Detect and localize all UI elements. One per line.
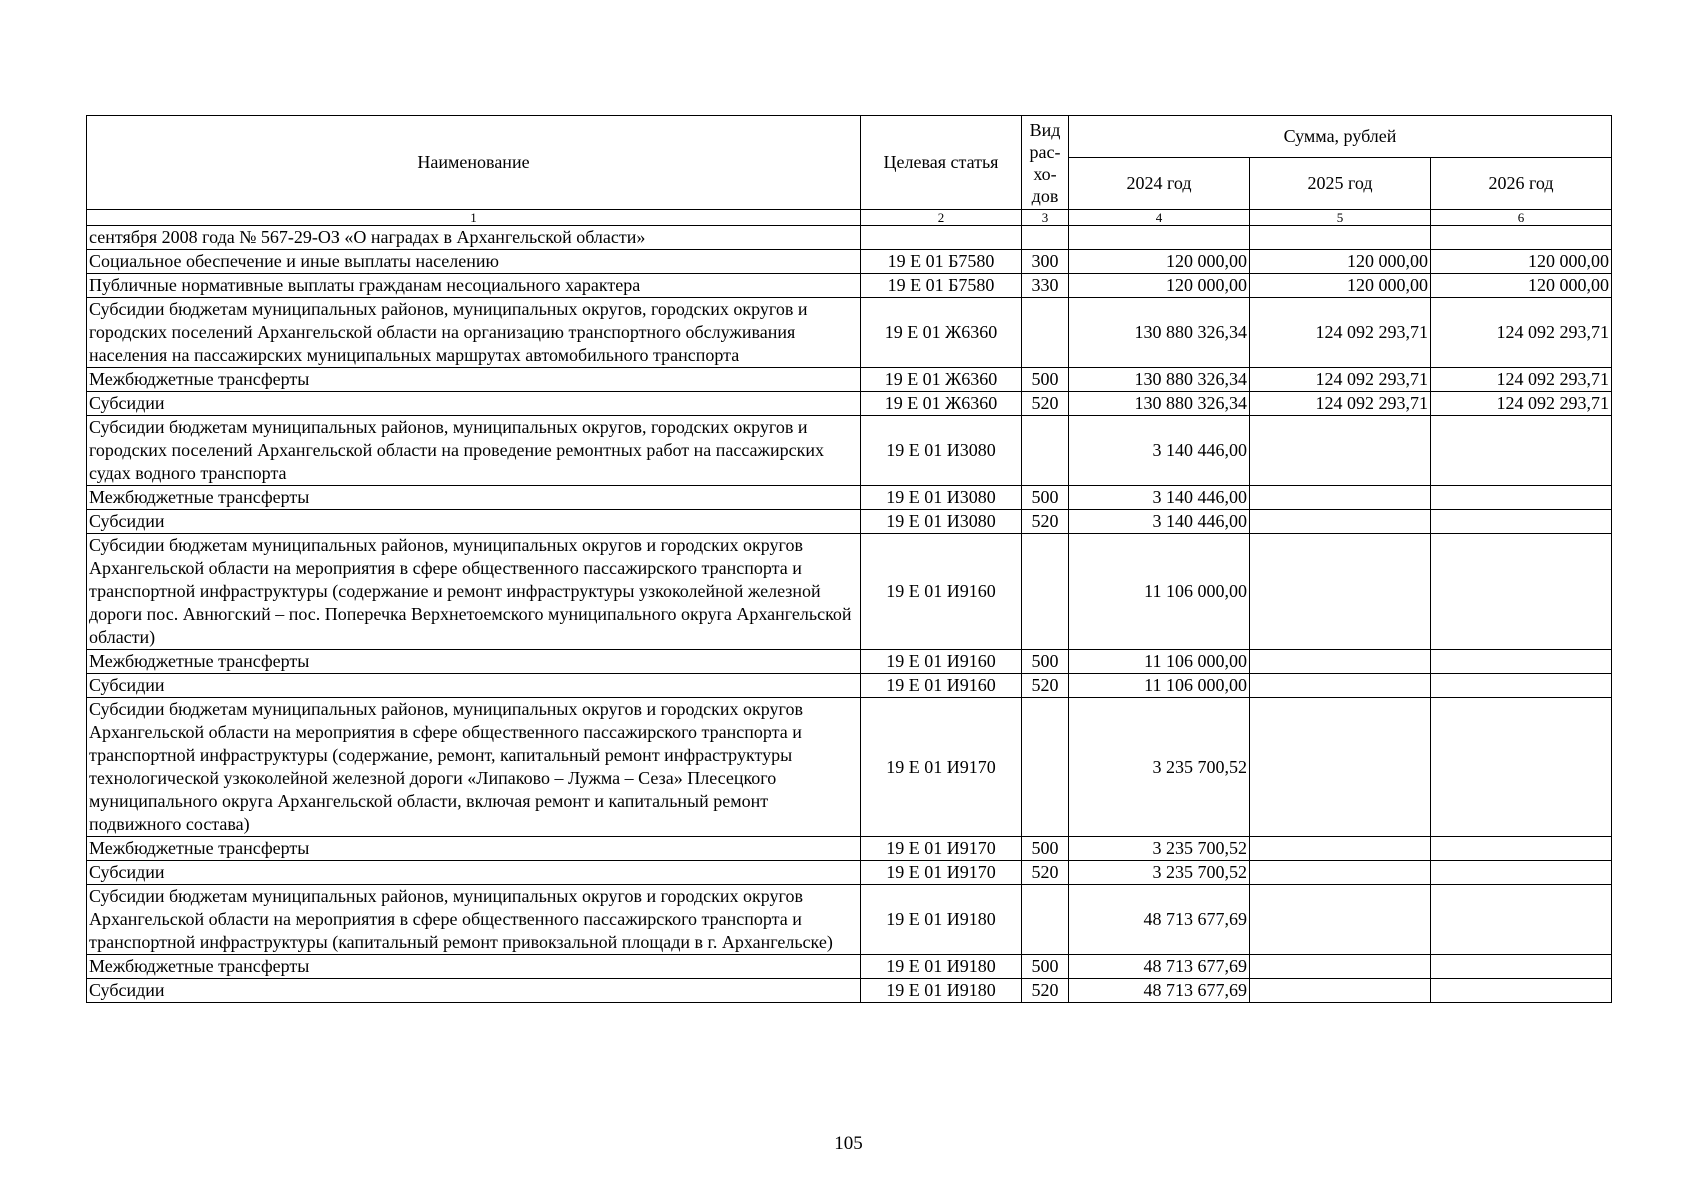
column-number: 2	[861, 210, 1022, 226]
cell-amount-2026: 124 092 293,71	[1431, 392, 1612, 416]
cell-target-article: 19 Е 01 Ж6360	[861, 298, 1022, 368]
cell-expense-kind	[1022, 698, 1069, 837]
cell-amount-2024: 3 140 446,00	[1069, 486, 1250, 510]
cell-target-article: 19 Е 01 Б7580	[861, 274, 1022, 298]
cell-target-article: 19 Е 01 И9160	[861, 650, 1022, 674]
table-row	[87, 226, 1612, 250]
cell-amount-2025: 124 092 293,71	[1250, 298, 1431, 368]
cell-amount-2026	[1431, 837, 1612, 861]
header-sum: Сумма, рублей	[1069, 116, 1612, 158]
cell-amount-2024: 3 235 700,52	[1069, 837, 1250, 861]
column-number: 6	[1431, 210, 1612, 226]
cell-amount-2024: 48 713 677,69	[1069, 885, 1250, 955]
cell-target-article: 19 Е 01 И9180	[861, 979, 1022, 1003]
cell-target-article: 19 Е 01 Ж6360	[861, 368, 1022, 392]
cell-amount-2025	[1250, 885, 1431, 955]
cell-name: сентября 2008 года № 567-29-ОЗ «О наградах в Архангельской области»	[87, 226, 861, 250]
table-row	[87, 955, 1612, 979]
cell-name: Межбюджетные трансферты	[87, 837, 861, 861]
cell-target-article: 19 Е 01 И9160	[861, 674, 1022, 698]
cell-amount-2026: 120 000,00	[1431, 274, 1612, 298]
cell-target-article	[861, 226, 1022, 250]
table-row	[87, 837, 1612, 861]
cell-amount-2026: 124 092 293,71	[1431, 298, 1612, 368]
cell-target-article: 19 Е 01 И3080	[861, 486, 1022, 510]
cell-amount-2026	[1431, 979, 1612, 1003]
cell-amount-2024: 120 000,00	[1069, 250, 1250, 274]
cell-expense-kind: 500	[1022, 837, 1069, 861]
cell-amount-2026	[1431, 534, 1612, 650]
cell-expense-kind: 520	[1022, 979, 1069, 1003]
cell-amount-2025	[1250, 510, 1431, 534]
cell-amount-2025: 124 092 293,71	[1250, 392, 1431, 416]
cell-amount-2025	[1250, 979, 1431, 1003]
cell-target-article: 19 Е 01 Б7580	[861, 250, 1022, 274]
table-row	[87, 698, 1612, 837]
cell-target-article: 19 Е 01 Ж6360	[861, 392, 1022, 416]
cell-name: Субсидии	[87, 674, 861, 698]
cell-amount-2025	[1250, 650, 1431, 674]
cell-amount-2024: 130 880 326,34	[1069, 392, 1250, 416]
cell-expense-kind: 500	[1022, 650, 1069, 674]
header-year-2025: 2025 год	[1250, 158, 1431, 210]
cell-amount-2025: 124 092 293,71	[1250, 368, 1431, 392]
cell-amount-2026: 120 000,00	[1431, 250, 1612, 274]
column-number: 5	[1250, 210, 1431, 226]
cell-name: Межбюджетные трансферты	[87, 955, 861, 979]
column-number: 1	[87, 210, 861, 226]
cell-amount-2026	[1431, 698, 1612, 837]
cell-expense-kind: 520	[1022, 861, 1069, 885]
cell-expense-kind: 520	[1022, 510, 1069, 534]
cell-amount-2025: 120 000,00	[1250, 274, 1431, 298]
table-row	[87, 486, 1612, 510]
cell-name: Субсидии бюджетам муниципальных районов, муниципальных округов и городских округов Архангельской области на мероприятия в сфере общественного пассажирского транспорта и транспортной инфраструктуры (содержание, ремонт, капитальный ремонт инфраструктуры технологической узкоколейной железной дороги «Липаково – Лужма – Сеза» Плесецкого муниципального округа Архангельской области, включая ремонт и капитальный ремонт подвижного состава)	[87, 698, 861, 837]
header-target-article: Целевая статья	[861, 116, 1022, 210]
table-row	[87, 674, 1612, 698]
cell-target-article: 19 Е 01 И3080	[861, 416, 1022, 486]
table-row	[87, 979, 1612, 1003]
cell-amount-2024: 120 000,00	[1069, 274, 1250, 298]
table-row	[87, 416, 1612, 486]
cell-name: Субсидии	[87, 979, 861, 1003]
cell-amount-2024: 3 235 700,52	[1069, 861, 1250, 885]
cell-name: Субсидии бюджетам муниципальных районов, муниципальных округов и городских округов Архангельской области на мероприятия в сфере общественного пассажирского транспорта и транспортной инфраструктуры (содержание и ремонт инфраструктуры узкоколейной железной дороги пос. Авнюгский – пос. Поперечка Верхнетоемского муниципального округа Архангельской области)	[87, 534, 861, 650]
cell-name: Субсидии	[87, 510, 861, 534]
table-row	[87, 861, 1612, 885]
cell-amount-2026	[1431, 416, 1612, 486]
cell-name: Субсидии бюджетам муниципальных районов, муниципальных округов, городских округов и городских поселений Архангельской области на проведение ремонтных работ на пассажирских судах водного транспорта	[87, 416, 861, 486]
header-year-2026: 2026 год	[1431, 158, 1612, 210]
cell-expense-kind: 330	[1022, 274, 1069, 298]
cell-name: Субсидии	[87, 861, 861, 885]
cell-expense-kind: 500	[1022, 955, 1069, 979]
cell-expense-kind: 520	[1022, 392, 1069, 416]
cell-name: Публичные нормативные выплаты гражданам несоциального характера	[87, 274, 861, 298]
table-row	[87, 650, 1612, 674]
cell-amount-2026	[1431, 650, 1612, 674]
cell-amount-2024: 130 880 326,34	[1069, 298, 1250, 368]
cell-target-article: 19 Е 01 И9180	[861, 955, 1022, 979]
cell-expense-kind	[1022, 226, 1069, 250]
table-row	[87, 392, 1612, 416]
cell-name: Субсидии бюджетам муниципальных районов, муниципальных округов и городских округов Архангельской области на мероприятия в сфере общественного пассажирского транспорта и транспортной инфраструктуры (капитальный ремонт привокзальной площади в г. Архангельске)	[87, 885, 861, 955]
cell-amount-2024: 11 106 000,00	[1069, 650, 1250, 674]
cell-target-article: 19 Е 01 И9170	[861, 861, 1022, 885]
cell-expense-kind: 500	[1022, 486, 1069, 510]
table-row	[87, 885, 1612, 955]
cell-amount-2026	[1431, 674, 1612, 698]
cell-amount-2025: 120 000,00	[1250, 250, 1431, 274]
cell-amount-2025	[1250, 486, 1431, 510]
cell-expense-kind	[1022, 298, 1069, 368]
cell-amount-2025	[1250, 674, 1431, 698]
budget-table	[86, 115, 1612, 1003]
cell-name: Социальное обеспечение и иные выплаты населению	[87, 250, 861, 274]
cell-name: Межбюджетные трансферты	[87, 650, 861, 674]
header-name: Наименование	[87, 116, 861, 210]
table-row	[87, 298, 1612, 368]
table-body	[87, 226, 1612, 1003]
cell-target-article: 19 Е 01 И9160	[861, 534, 1022, 650]
cell-amount-2026: 124 092 293,71	[1431, 368, 1612, 392]
cell-amount-2026	[1431, 885, 1612, 955]
header-year-2024: 2024 год	[1069, 158, 1250, 210]
cell-expense-kind: 300	[1022, 250, 1069, 274]
cell-amount-2024: 48 713 677,69	[1069, 955, 1250, 979]
cell-amount-2024: 48 713 677,69	[1069, 979, 1250, 1003]
cell-expense-kind: 500	[1022, 368, 1069, 392]
cell-amount-2026	[1431, 510, 1612, 534]
column-numbers-row	[87, 210, 1612, 226]
cell-target-article: 19 Е 01 И9180	[861, 885, 1022, 955]
table-header	[87, 116, 1612, 226]
cell-expense-kind	[1022, 885, 1069, 955]
cell-amount-2024: 11 106 000,00	[1069, 534, 1250, 650]
cell-amount-2025	[1250, 698, 1431, 837]
cell-target-article: 19 Е 01 И9170	[861, 837, 1022, 861]
table-row	[87, 274, 1612, 298]
cell-name: Субсидии	[87, 392, 861, 416]
cell-amount-2024: 130 880 326,34	[1069, 368, 1250, 392]
table-row	[87, 368, 1612, 392]
table-row	[87, 534, 1612, 650]
cell-amount-2024: 3 140 446,00	[1069, 416, 1250, 486]
cell-amount-2024: 3 235 700,52	[1069, 698, 1250, 837]
page-number: 105	[834, 1133, 863, 1154]
cell-amount-2025	[1250, 955, 1431, 979]
cell-amount-2026	[1431, 955, 1612, 979]
cell-amount-2026	[1431, 486, 1612, 510]
cell-amount-2025	[1250, 837, 1431, 861]
cell-amount-2025	[1250, 416, 1431, 486]
table-row	[87, 250, 1612, 274]
cell-amount-2024	[1069, 226, 1250, 250]
cell-amount-2025	[1250, 226, 1431, 250]
cell-amount-2026	[1431, 861, 1612, 885]
cell-target-article: 19 Е 01 И3080	[861, 510, 1022, 534]
column-number: 4	[1069, 210, 1250, 226]
cell-target-article: 19 Е 01 И9170	[861, 698, 1022, 837]
cell-amount-2025	[1250, 534, 1431, 650]
header-expense-kind: Вид рас-хо-дов	[1022, 116, 1069, 210]
column-number: 3	[1022, 210, 1069, 226]
cell-amount-2025	[1250, 861, 1431, 885]
cell-name: Межбюджетные трансферты	[87, 368, 861, 392]
cell-name: Субсидии бюджетам муниципальных районов, муниципальных округов, городских округов и городских поселений Архангельской области на организацию транспортного обслуживания населения на пассажирских муниципальных маршрутах автомобильного транспорта	[87, 298, 861, 368]
cell-expense-kind	[1022, 416, 1069, 486]
cell-expense-kind: 520	[1022, 674, 1069, 698]
cell-amount-2024: 11 106 000,00	[1069, 674, 1250, 698]
table-row	[87, 510, 1612, 534]
cell-amount-2024: 3 140 446,00	[1069, 510, 1250, 534]
cell-amount-2026	[1431, 226, 1612, 250]
cell-expense-kind	[1022, 534, 1069, 650]
cell-name: Межбюджетные трансферты	[87, 486, 861, 510]
